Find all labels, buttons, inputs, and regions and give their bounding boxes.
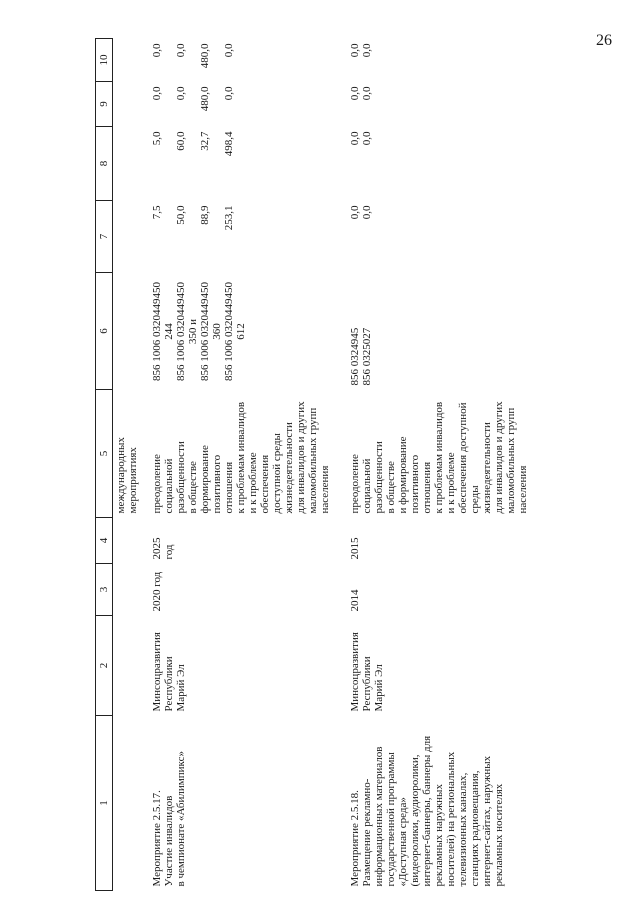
column-header: 4 (96, 518, 113, 564)
value-col9: 0,0 0,0 480,0 0,0 (151, 86, 235, 112)
value-col9: 0,0 0,0 (349, 86, 373, 101)
table-row (149, 39, 347, 891)
executor: Минсоцразвития Республики Марий Эл (151, 632, 187, 712)
continuation-text: международных мероприятиях (115, 437, 139, 514)
continuation-row (113, 39, 150, 891)
budget-code: 856 1006 0320449450 244 856 1006 0320449450 350 и 856 1006 0320449450 360 856 1006 0320449450 612 (151, 282, 247, 381)
value-col10: 0,0 0,0 (349, 43, 373, 58)
column-header: 5 (96, 390, 113, 518)
budget-code: 856 0324945 856 0325027 (349, 327, 373, 386)
column-header: 9 (96, 82, 113, 127)
expected-result: преодоление социальной разобщенности в обществе формирование позитивного отношения к проблемам инвалидов и к проблеме обеспечения доступной среды жизнедеятельности для инвалидов и других маломобильных групп населения (151, 401, 331, 514)
column-header: 10 (96, 39, 113, 82)
start-year: 2014 (349, 589, 361, 612)
rotated-table-page (0, 20, 639, 905)
value-col10: 0,0 0,0 480,0 0,0 (151, 43, 235, 69)
executor: Минсоцразвития Республики Марий Эл (349, 632, 385, 712)
measure-name: Мероприятие 2.5.17. Участие инвалидов в чемпионате «Абилимпикс» (151, 751, 187, 887)
page-number: 26 (596, 32, 612, 49)
program-table (95, 38, 529, 891)
value-col8: 5,0 60,0 32,7 498,4 (151, 131, 235, 157)
column-header: 8 (96, 127, 113, 201)
table-row (347, 39, 529, 891)
expected-result: преодоление социальной разобщенности в обществе и формирование позитивного отношения к проблемам инвалидов и к проблеме обеспечения доступной среды жизнедеятельности для инвалидов и других маломобильных групп населения (349, 401, 529, 514)
column-header-row (96, 39, 113, 891)
column-header: 1 (96, 716, 113, 891)
value-col7: 0,0 0,0 (349, 205, 373, 220)
column-header: 3 (96, 564, 113, 616)
end-year: 2025 год (151, 537, 175, 560)
value-col7: 7,5 50,0 88,9 253,1 (151, 205, 235, 231)
column-header: 6 (96, 273, 113, 390)
column-header: 7 (96, 201, 113, 273)
measure-name: Мероприятие 2.5.18. Размещение рекламно- информационных материалов государственной программы «Доступная среда» (видеоролики, аудиоролики, интернет-баннеры, баннеры для рекламных наружных носителей) на региональных телевизионных каналах, станциях радиовещания, интернет-сайтах, наружных рекламных носителях (349, 735, 505, 887)
value-col8: 0,0 0,0 (349, 131, 373, 146)
column-header: 2 (96, 616, 113, 716)
start-year: 2020 год (151, 571, 163, 612)
end-year: 2015 (349, 537, 361, 560)
